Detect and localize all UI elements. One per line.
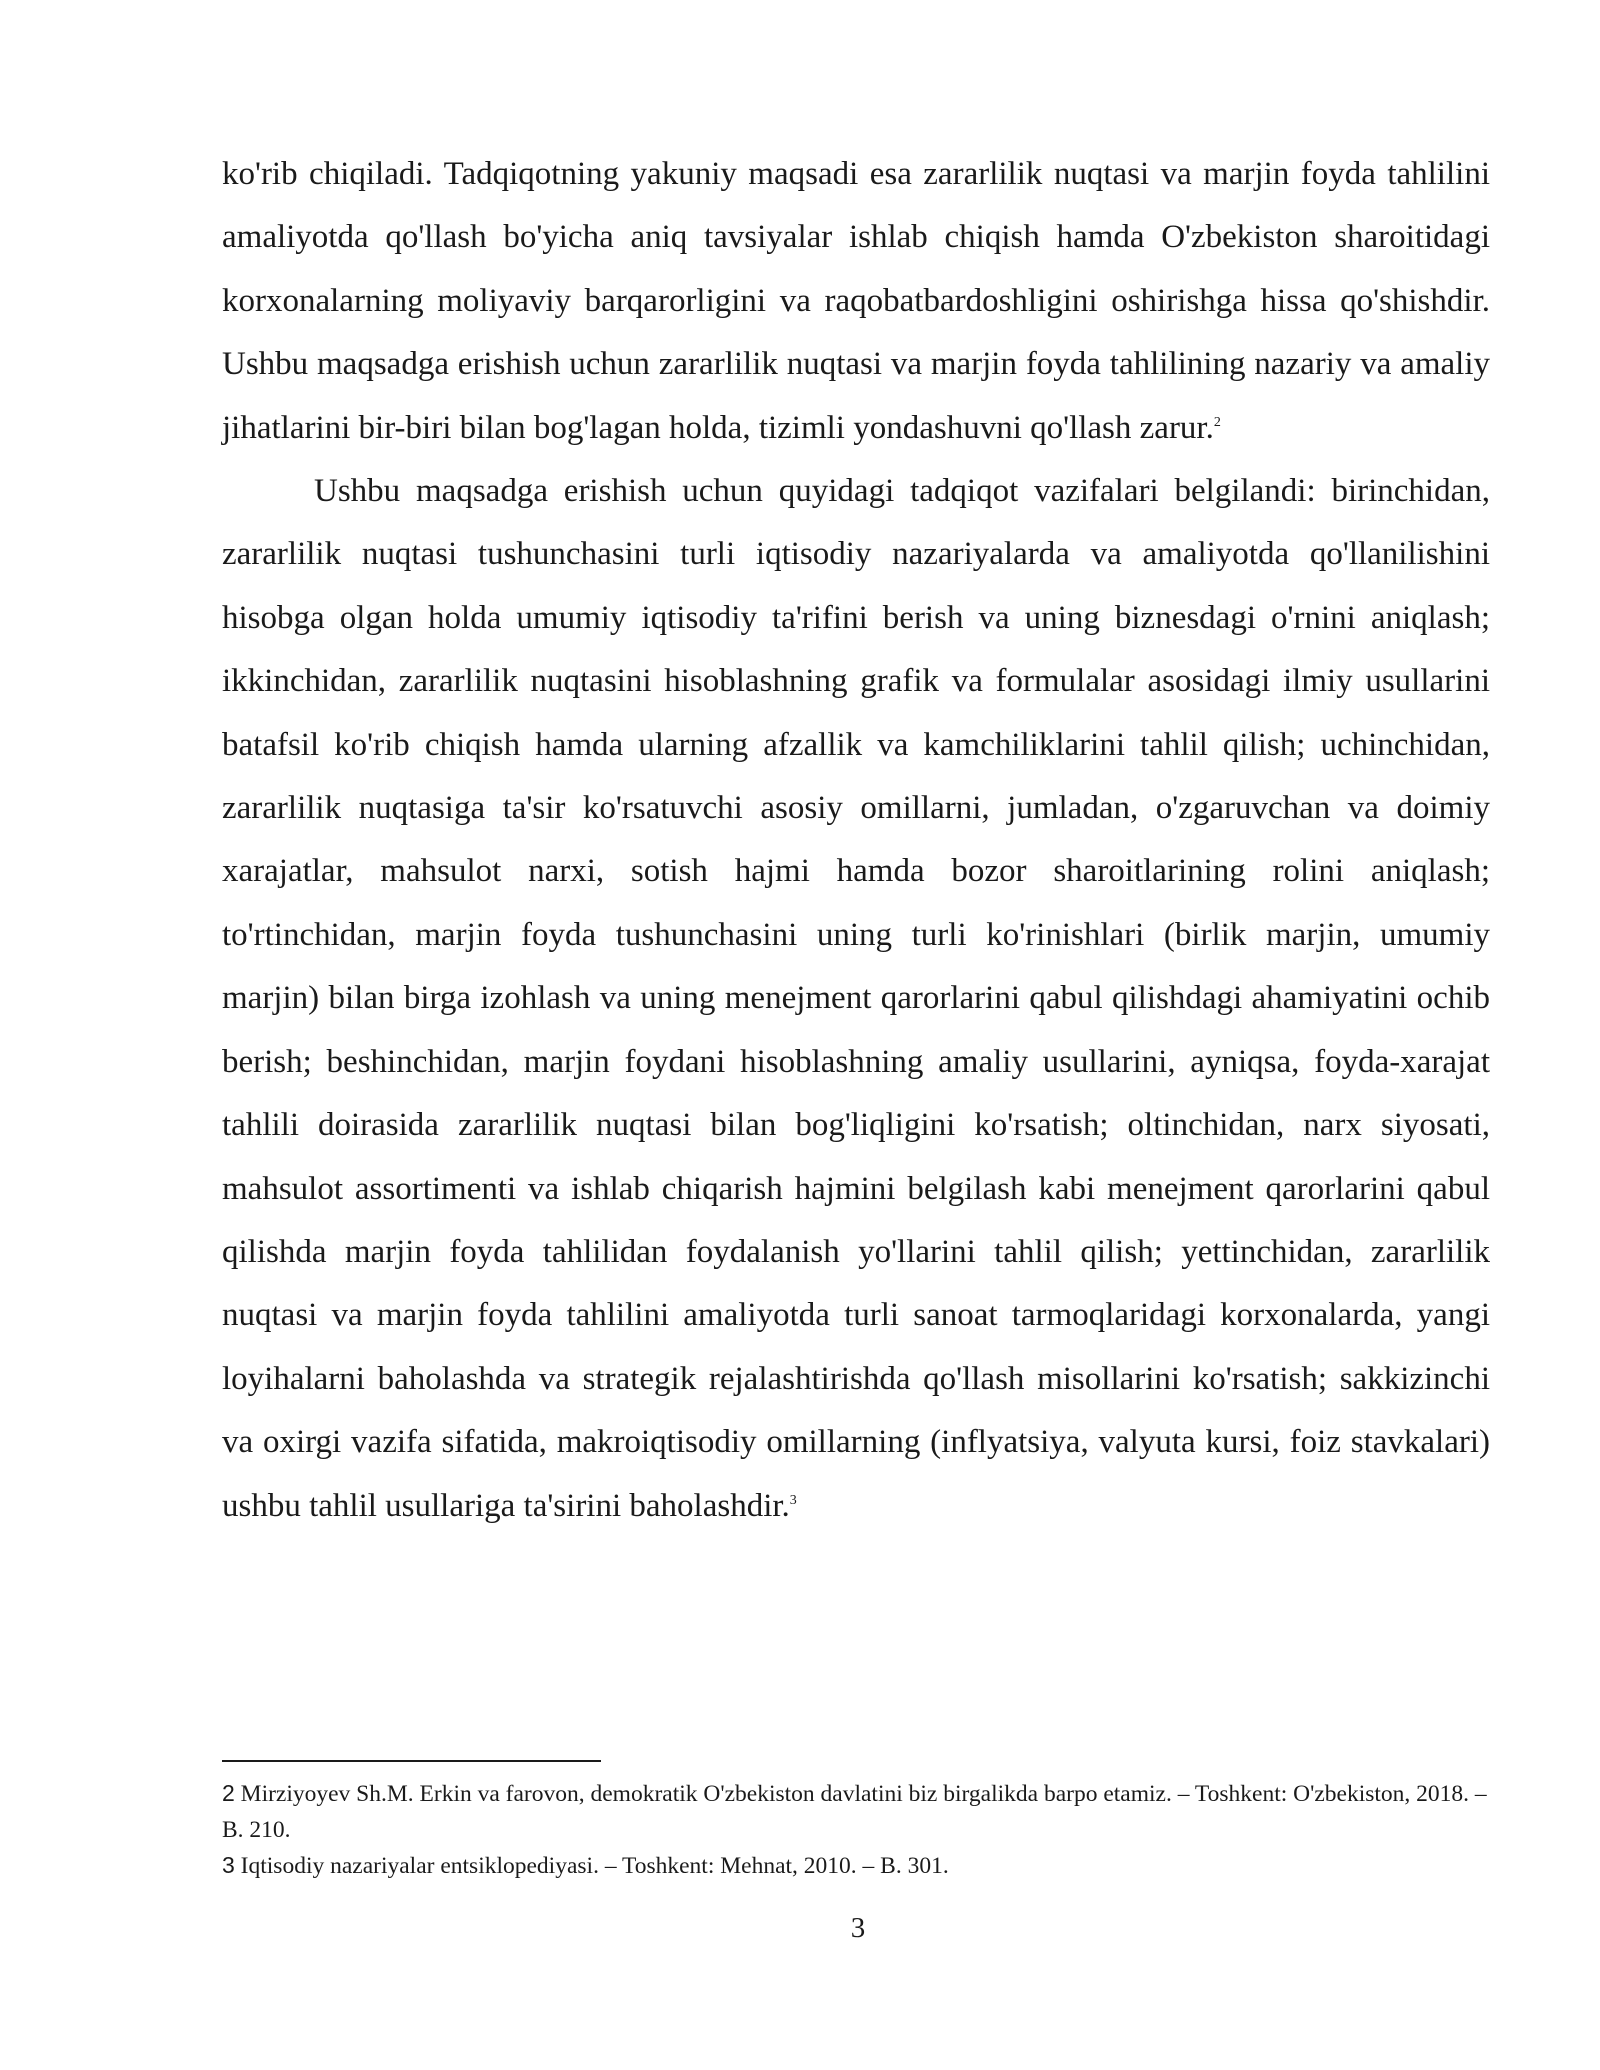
footnote-reference-2[interactable]: 2 xyxy=(1213,414,1221,430)
paragraph-1 xyxy=(222,143,1490,460)
document-body xyxy=(222,143,1490,1538)
footnote-reference-3[interactable]: 3 xyxy=(789,1492,797,1508)
footnotes-section xyxy=(222,1760,1490,1885)
footnote-separator xyxy=(222,1760,601,1762)
page-number: 3 xyxy=(850,1912,866,1944)
paragraph-2-text: Ushbu maqsadga erishish uchun quyidagi tadqiqot vazifalari belgilandi: birinchidan, zararlilik nuqtasi tushunchasini turli iqtisodiy nazariyalarda va amaliyotda qo'llanilishini hisobga olgan holda umumiy iqtisodiy ta'rifini berish va uning biznesdagi o'rnini aniqlash; ikkinchidan, zararlilik nuqtasini hisoblashning grafik va formulalar asosidagi ilmiy usullarini batafsil ko'rib chiqish hamda ularning afzallik va kamchiliklarini tahlil qilish; uchinchidan, zararlilik nuqtasiga ta'sir ko'rsatuvchi asosiy omillarni, jumladan, o'zgaruvchan va doimiy xarajatlar, mahsulot narxi, sotish hajmi hamda bozor sharoitlarining rolini aniqlash; to'rtinchidan, marjin foyda tushunchasini uning turli ko'rinishlari (birlik marjin, umumiy marjin) bilan birga izohlash va uning menejment qarorlarini qabul qilishdagi ahamiyatini ochib berish; beshinchidan, marjin foydani hisoblashning amaliy usullarini, ayniqsa, foyda-xarajat tahlili doirasida zararlilik nuqtasi bilan bog'liqligini ko'rsatish; oltinchidan, narx siyosati, mahsulot assortimenti va ishlab chiqarish hajmini belgilash kabi menejment qarorlarini qabul qilishda marjin foyda tahlilidan foydalanish yo'llarini tahlil qilish; yettinchidan, zararlilik nuqtasi va marjin foyda tahlilini amaliyotda turli sanoat tarmoqlaridagi korxonalarda, yangi loyihalarni baholashda va strategik rejalashtirishda qo'llash misollarini ko'rsatish; sakkizinchi va oxirgi vazifa sifatida, makroiqtisodiy omillarning (inflyatsiya, valyuta kursi, foiz stavkalari) ushbu tahlil usullariga ta'sirini baholashdir. xyxy=(222,473,1490,1524)
footnote-3 xyxy=(222,1848,1490,1885)
footnote-text: Iqtisodiy nazariyalar entsiklopediyasi. – Toshkent: Mehnat, 2010. – B. 301. xyxy=(240,1853,949,1879)
footnote-text: Mirziyoyev Sh.M. Erkin va farovon, demokratik O'zbekiston davlatini biz birgalikda barpo etamiz. – Toshkent: O'zbekiston, 2018. – B. 210. xyxy=(222,1781,1487,1843)
footnote-number: 2 xyxy=(222,1780,235,1806)
footnote-2 xyxy=(222,1776,1490,1848)
footnote-number: 3 xyxy=(222,1852,235,1878)
paragraph-2 xyxy=(222,460,1490,1538)
paragraph-1-text: ko'rib chiqiladi. Tadqiqotning yakuniy maqsadi esa zararlilik nuqtasi va marjin foyda tahlilini amaliyotda qo'llash bo'yicha aniq tavsiyalar ishlab chiqish hamda O'zbekiston sharoitidagi korxonalarning moliyaviy barqarorligini va raqobatbardoshligini oshirishga hissa qo'shishdir. Ushbu maqsadga erishish uchun zararlilik nuqtasi va marjin foyda tahlilining nazariy va amaliy jihatlarini bir-biri bilan bog'lagan holda, tizimli yondashuvni qo'llash zarur. xyxy=(222,156,1490,446)
